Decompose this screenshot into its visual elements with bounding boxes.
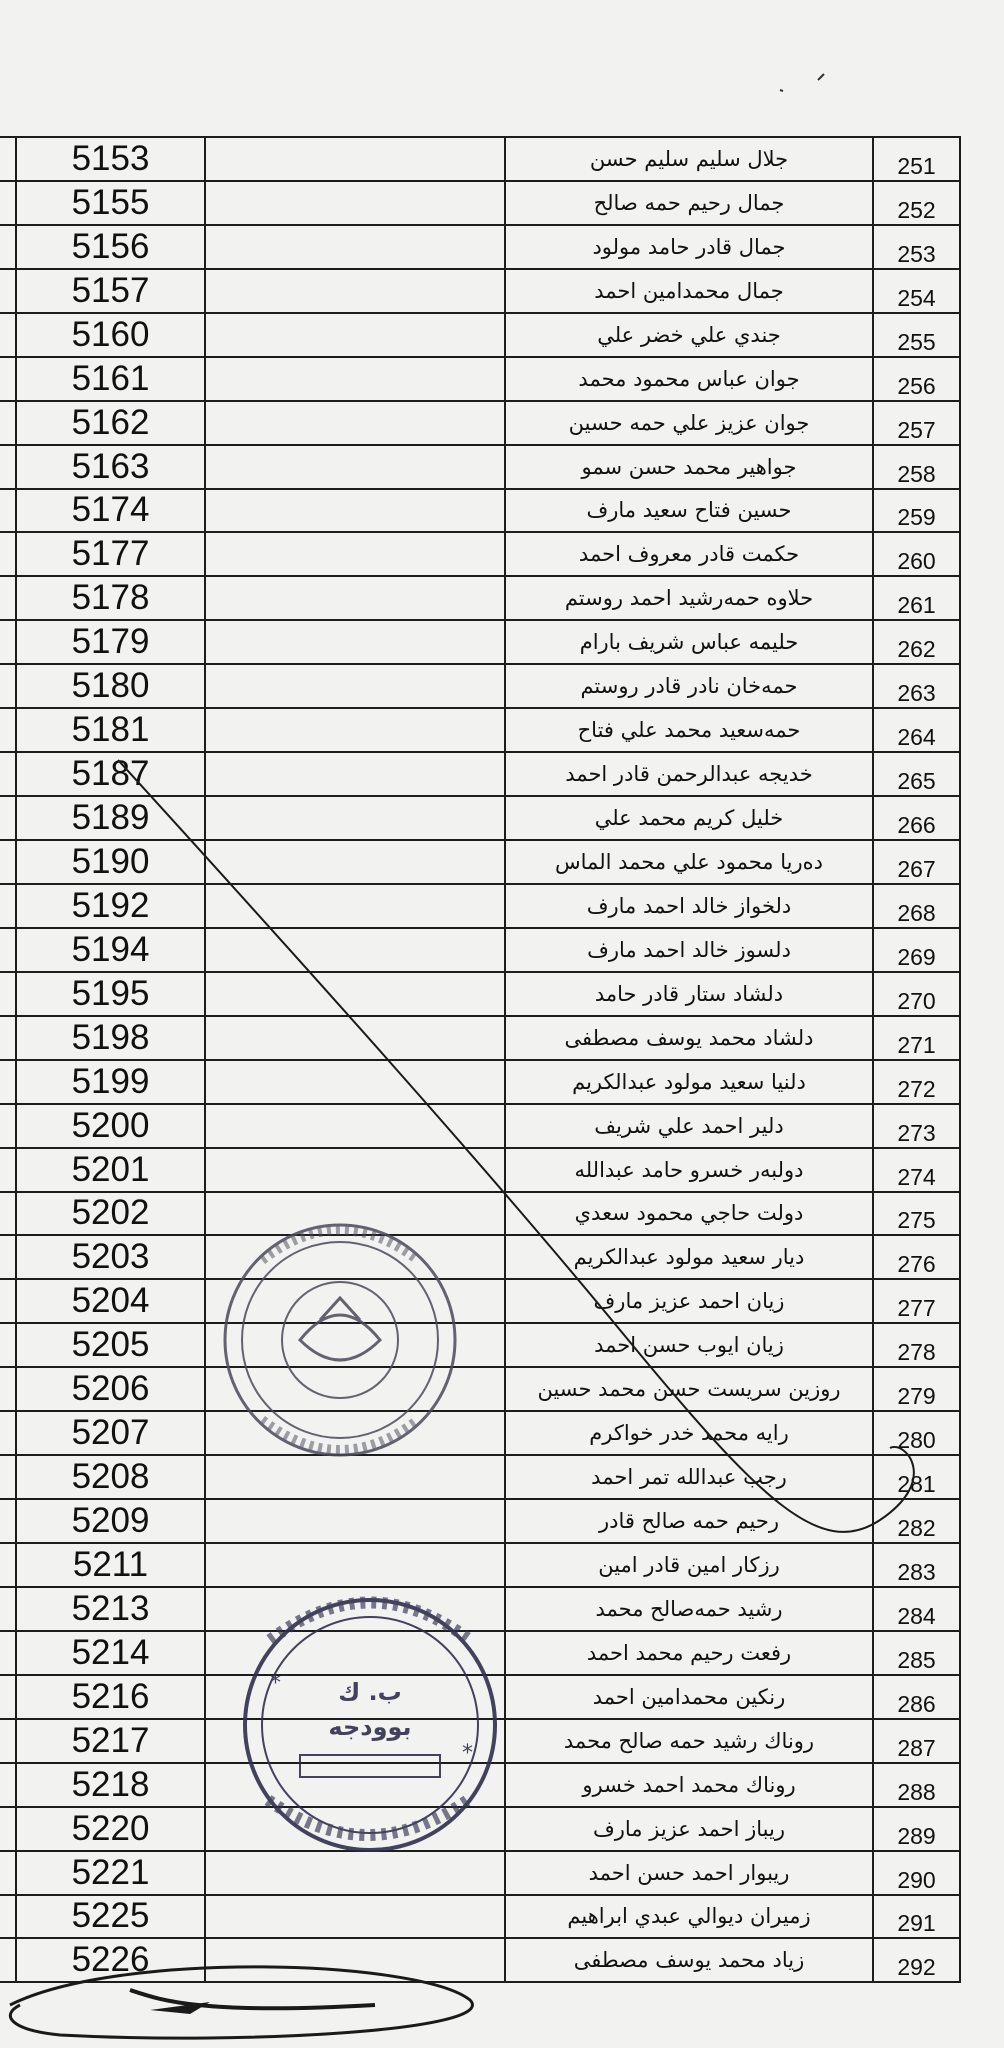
full-name-cell: جمال محمدامين احمد bbox=[505, 269, 873, 313]
full-name-cell: دلخواز خالد احمد مارف bbox=[505, 884, 873, 928]
table-row bbox=[0, 1543, 960, 1587]
row-edge-cell bbox=[0, 1938, 16, 1982]
serial-number-cell: 5217 bbox=[16, 1719, 205, 1763]
blank-cell bbox=[205, 1367, 505, 1411]
serial-number-cell: 5202 bbox=[16, 1192, 205, 1236]
row-edge-cell bbox=[0, 1016, 16, 1060]
full-name-cell: دلير احمد علي شريف bbox=[505, 1104, 873, 1148]
row-edge-cell bbox=[0, 1279, 16, 1323]
serial-number-cell: 5198 bbox=[16, 1016, 205, 1060]
full-name-cell: رايه محمد خدر خواكرم bbox=[505, 1411, 873, 1455]
blank-cell bbox=[205, 1235, 505, 1279]
row-edge-cell bbox=[0, 1631, 16, 1675]
table-row bbox=[0, 1895, 960, 1939]
blank-cell bbox=[205, 532, 505, 576]
row-number-cell: 265 bbox=[873, 752, 960, 796]
serial-number-cell: 5200 bbox=[16, 1104, 205, 1148]
table-row bbox=[0, 401, 960, 445]
blank-cell bbox=[205, 225, 505, 269]
row-number-cell: 288 bbox=[873, 1763, 960, 1807]
row-edge-cell bbox=[0, 1499, 16, 1543]
table-row bbox=[0, 1807, 960, 1851]
full-name-cell: دولبه‌ر خسرو حامد عبدالله bbox=[505, 1148, 873, 1192]
blank-cell bbox=[205, 620, 505, 664]
full-name-cell: حسين فتاح سعيد مارف bbox=[505, 489, 873, 533]
row-number-cell: 258 bbox=[873, 445, 960, 489]
full-name-cell: خليل كريم محمد علي bbox=[505, 796, 873, 840]
table-row bbox=[0, 1060, 960, 1104]
table-row bbox=[0, 1675, 960, 1719]
row-edge-cell bbox=[0, 181, 16, 225]
row-edge-cell bbox=[0, 489, 16, 533]
serial-number-cell: 5161 bbox=[16, 357, 205, 401]
table-row bbox=[0, 1587, 960, 1631]
serial-number-cell: 5180 bbox=[16, 664, 205, 708]
ink-mark bbox=[818, 74, 824, 80]
full-name-cell: رشيد حمه‌صالح محمد bbox=[505, 1587, 873, 1631]
serial-number-cell: 5226 bbox=[16, 1938, 205, 1982]
row-number-cell: 275 bbox=[873, 1192, 960, 1236]
svg-text:*: * bbox=[462, 1741, 473, 1766]
blank-cell bbox=[205, 1455, 505, 1499]
table-row bbox=[0, 1235, 960, 1279]
table-row bbox=[0, 576, 960, 620]
blank-cell bbox=[205, 489, 505, 533]
row-number-cell: 266 bbox=[873, 796, 960, 840]
row-edge-cell bbox=[0, 752, 16, 796]
table-row bbox=[0, 1499, 960, 1543]
serial-number-cell: 5204 bbox=[16, 1279, 205, 1323]
serial-number-cell: 5181 bbox=[16, 708, 205, 752]
blank-cell bbox=[205, 752, 505, 796]
row-edge-cell bbox=[0, 796, 16, 840]
serial-number-cell: 5177 bbox=[16, 532, 205, 576]
row-edge-cell bbox=[0, 1367, 16, 1411]
row-edge-cell bbox=[0, 972, 16, 1016]
row-number-cell: 262 bbox=[873, 620, 960, 664]
table-row bbox=[0, 225, 960, 269]
row-number-cell: 280 bbox=[873, 1411, 960, 1455]
full-name-cell: جوان عزيز علي حمه حسين bbox=[505, 401, 873, 445]
blank-cell bbox=[205, 840, 505, 884]
full-name-cell: رجب عبدالله تمر احمد bbox=[505, 1455, 873, 1499]
blank-cell bbox=[205, 1587, 505, 1631]
table-row bbox=[0, 269, 960, 313]
table-row bbox=[0, 1763, 960, 1807]
serial-number-cell: 5213 bbox=[16, 1587, 205, 1631]
ink-mark bbox=[780, 90, 783, 91]
blank-cell bbox=[205, 1807, 505, 1851]
serial-number-cell: 5205 bbox=[16, 1323, 205, 1367]
serial-number-cell: 5225 bbox=[16, 1895, 205, 1939]
serial-number-cell: 5187 bbox=[16, 752, 205, 796]
full-name-cell: دلسوز خالد احمد مارف bbox=[505, 928, 873, 972]
row-number-cell: 274 bbox=[873, 1148, 960, 1192]
full-name-cell: جمال قادر حامد مولود bbox=[505, 225, 873, 269]
table-row bbox=[0, 1455, 960, 1499]
table-row bbox=[0, 137, 960, 181]
blank-cell bbox=[205, 181, 505, 225]
blank-cell bbox=[205, 1763, 505, 1807]
table-row bbox=[0, 1938, 960, 1982]
row-number-cell: 285 bbox=[873, 1631, 960, 1675]
table-row bbox=[0, 357, 960, 401]
table-row bbox=[0, 752, 960, 796]
serial-number-cell: 5155 bbox=[16, 181, 205, 225]
table-row bbox=[0, 1719, 960, 1763]
blank-cell bbox=[205, 1499, 505, 1543]
blank-cell bbox=[205, 1323, 505, 1367]
blank-cell bbox=[205, 1192, 505, 1236]
row-edge-cell bbox=[0, 1587, 16, 1631]
table-row bbox=[0, 181, 960, 225]
blank-cell bbox=[205, 269, 505, 313]
row-edge-cell bbox=[0, 532, 16, 576]
table-row bbox=[0, 1192, 960, 1236]
table-row bbox=[0, 1631, 960, 1675]
full-name-cell: حكمت قادر معروف احمد bbox=[505, 532, 873, 576]
full-name-cell: حمه‌خان نادر قادر روستم bbox=[505, 664, 873, 708]
row-edge-cell bbox=[0, 1807, 16, 1851]
table-row bbox=[0, 1148, 960, 1192]
table-row bbox=[0, 1279, 960, 1323]
row-edge-cell bbox=[0, 1851, 16, 1895]
row-edge-cell bbox=[0, 664, 16, 708]
serial-number-cell: 5209 bbox=[16, 1499, 205, 1543]
blank-cell bbox=[205, 313, 505, 357]
full-name-cell: زميران ديوالي عبدي ابراهيم bbox=[505, 1895, 873, 1939]
blank-cell bbox=[205, 357, 505, 401]
full-name-cell: جوان عباس محمود محمد bbox=[505, 357, 873, 401]
serial-number-cell: 5199 bbox=[16, 1060, 205, 1104]
row-edge-cell bbox=[0, 445, 16, 489]
table-row bbox=[0, 532, 960, 576]
table-row bbox=[0, 620, 960, 664]
row-number-cell: 286 bbox=[873, 1675, 960, 1719]
full-name-cell: ده‌ريا محمود علي محمد الماس bbox=[505, 840, 873, 884]
table-row bbox=[0, 1104, 960, 1148]
row-number-cell: 256 bbox=[873, 357, 960, 401]
table-row bbox=[0, 928, 960, 972]
serial-number-cell: 5179 bbox=[16, 620, 205, 664]
row-number-cell: 271 bbox=[873, 1016, 960, 1060]
table-row bbox=[0, 1411, 960, 1455]
serial-number-cell: 5162 bbox=[16, 401, 205, 445]
serial-number-cell: 5195 bbox=[16, 972, 205, 1016]
full-name-cell: روناك محمد احمد خسرو bbox=[505, 1763, 873, 1807]
row-edge-cell bbox=[0, 269, 16, 313]
row-number-cell: 278 bbox=[873, 1323, 960, 1367]
full-name-cell: دلنيا سعيد مولود عبدالكريم bbox=[505, 1060, 873, 1104]
full-name-cell: روزين سريست حسن محمد حسين bbox=[505, 1367, 873, 1411]
serial-number-cell: 5203 bbox=[16, 1235, 205, 1279]
row-number-cell: 252 bbox=[873, 181, 960, 225]
blank-cell bbox=[205, 1148, 505, 1192]
serial-number-cell: 5163 bbox=[16, 445, 205, 489]
row-number-cell: 269 bbox=[873, 928, 960, 972]
row-number-cell: 290 bbox=[873, 1851, 960, 1895]
blank-cell bbox=[205, 1895, 505, 1939]
svg-text:*: * bbox=[270, 1671, 281, 1696]
blank-cell bbox=[205, 972, 505, 1016]
row-number-cell: 251 bbox=[873, 137, 960, 181]
table-row bbox=[0, 884, 960, 928]
full-name-cell: زياد محمد يوسف مصطفى bbox=[505, 1938, 873, 1982]
serial-number-cell: 5156 bbox=[16, 225, 205, 269]
row-number-cell: 261 bbox=[873, 576, 960, 620]
row-number-cell: 267 bbox=[873, 840, 960, 884]
table-row bbox=[0, 489, 960, 533]
table-row bbox=[0, 1016, 960, 1060]
row-number-cell: 284 bbox=[873, 1587, 960, 1631]
row-number-cell: 281 bbox=[873, 1455, 960, 1499]
full-name-cell: ريبوار احمد حسن احمد bbox=[505, 1851, 873, 1895]
row-edge-cell bbox=[0, 928, 16, 972]
full-name-cell: دلشاد ستار قادر حامد bbox=[505, 972, 873, 1016]
full-name-cell: جلال سليم سليم حسن bbox=[505, 137, 873, 181]
serial-number-cell: 5192 bbox=[16, 884, 205, 928]
serial-number-cell: 5214 bbox=[16, 1631, 205, 1675]
row-edge-cell bbox=[0, 1235, 16, 1279]
row-number-cell: 254 bbox=[873, 269, 960, 313]
row-number-cell: 263 bbox=[873, 664, 960, 708]
serial-number-cell: 5216 bbox=[16, 1675, 205, 1719]
blank-cell bbox=[205, 1016, 505, 1060]
serial-number-cell: 5211 bbox=[16, 1543, 205, 1587]
serial-number-cell: 5220 bbox=[16, 1807, 205, 1851]
row-number-cell: 272 bbox=[873, 1060, 960, 1104]
stamp-text-bk: ب. ك bbox=[338, 1678, 402, 1706]
row-edge-cell bbox=[0, 137, 16, 181]
blank-cell bbox=[205, 1104, 505, 1148]
full-name-cell: رزكار امين قادر امين bbox=[505, 1543, 873, 1587]
row-edge-cell bbox=[0, 620, 16, 664]
row-number-cell: 276 bbox=[873, 1235, 960, 1279]
blank-cell bbox=[205, 796, 505, 840]
row-number-cell: 287 bbox=[873, 1719, 960, 1763]
row-edge-cell bbox=[0, 1148, 16, 1192]
blank-cell bbox=[205, 708, 505, 752]
serial-number-cell: 5194 bbox=[16, 928, 205, 972]
serial-number-cell: 5221 bbox=[16, 1851, 205, 1895]
blank-cell bbox=[205, 928, 505, 972]
table-row bbox=[0, 708, 960, 752]
table-row bbox=[0, 313, 960, 357]
row-number-cell: 283 bbox=[873, 1543, 960, 1587]
row-number-cell: 273 bbox=[873, 1104, 960, 1148]
row-number-cell: 282 bbox=[873, 1499, 960, 1543]
row-edge-cell bbox=[0, 1763, 16, 1807]
blank-cell bbox=[205, 1719, 505, 1763]
blank-cell bbox=[205, 576, 505, 620]
full-name-cell: جندي علي خضر علي bbox=[505, 313, 873, 357]
full-name-cell: ريباز احمد عزيز مارف bbox=[505, 1807, 873, 1851]
serial-number-cell: 5207 bbox=[16, 1411, 205, 1455]
full-name-cell: حمه‌سعيد محمد علي فتاح bbox=[505, 708, 873, 752]
blank-cell bbox=[205, 1543, 505, 1587]
row-edge-cell bbox=[0, 708, 16, 752]
row-edge-cell bbox=[0, 1192, 16, 1236]
blank-cell bbox=[205, 137, 505, 181]
row-edge-cell bbox=[0, 1543, 16, 1587]
stamp-text-budget: بوودجه bbox=[328, 1713, 412, 1741]
serial-number-cell: 5174 bbox=[16, 489, 205, 533]
row-edge-cell bbox=[0, 840, 16, 884]
row-edge-cell bbox=[0, 1411, 16, 1455]
row-number-cell: 277 bbox=[873, 1279, 960, 1323]
table-row bbox=[0, 972, 960, 1016]
row-edge-cell bbox=[0, 357, 16, 401]
blank-cell bbox=[205, 664, 505, 708]
register-table bbox=[0, 136, 961, 1983]
row-edge-cell bbox=[0, 1675, 16, 1719]
table-row bbox=[0, 840, 960, 884]
table-row bbox=[0, 1367, 960, 1411]
row-number-cell: 279 bbox=[873, 1367, 960, 1411]
row-edge-cell bbox=[0, 1895, 16, 1939]
full-name-cell: ديار سعيد مولود عبدالكريم bbox=[505, 1235, 873, 1279]
full-name-cell: روناك رشيد حمه صالح محمد bbox=[505, 1719, 873, 1763]
full-name-cell: خديجه عبدالرحمن قادر احمد bbox=[505, 752, 873, 796]
table-row bbox=[0, 445, 960, 489]
row-edge-cell bbox=[0, 576, 16, 620]
serial-number-cell: 5153 bbox=[16, 137, 205, 181]
serial-number-cell: 5208 bbox=[16, 1455, 205, 1499]
full-name-cell: دولت حاجي محمود سعدي bbox=[505, 1192, 873, 1236]
row-edge-cell bbox=[0, 1455, 16, 1499]
full-name-cell: حليمه عباس شريف بارام bbox=[505, 620, 873, 664]
row-edge-cell bbox=[0, 401, 16, 445]
serial-number-cell: 5189 bbox=[16, 796, 205, 840]
blank-cell bbox=[205, 1411, 505, 1455]
blank-cell bbox=[205, 1631, 505, 1675]
row-number-cell: 253 bbox=[873, 225, 960, 269]
row-number-cell: 270 bbox=[873, 972, 960, 1016]
full-name-cell: زيان احمد عزيز مارف bbox=[505, 1279, 873, 1323]
serial-number-cell: 5178 bbox=[16, 576, 205, 620]
row-edge-cell bbox=[0, 884, 16, 928]
full-name-cell: دلشاد محمد يوسف مصطفى bbox=[505, 1016, 873, 1060]
row-number-cell: 289 bbox=[873, 1807, 960, 1851]
serial-number-cell: 5190 bbox=[16, 840, 205, 884]
row-number-cell: 257 bbox=[873, 401, 960, 445]
blank-cell bbox=[205, 445, 505, 489]
full-name-cell: رفعت رحيم محمد احمد bbox=[505, 1631, 873, 1675]
full-name-cell: جمال رحيم حمه صالح bbox=[505, 181, 873, 225]
table-row bbox=[0, 1323, 960, 1367]
blank-cell bbox=[205, 1675, 505, 1719]
full-name-cell: زيان ايوب حسن احمد bbox=[505, 1323, 873, 1367]
blank-cell bbox=[205, 1851, 505, 1895]
row-number-cell: 260 bbox=[873, 532, 960, 576]
row-edge-cell bbox=[0, 1104, 16, 1148]
row-edge-cell bbox=[0, 313, 16, 357]
row-edge-cell bbox=[0, 1060, 16, 1104]
table-row bbox=[0, 796, 960, 840]
row-number-cell: 264 bbox=[873, 708, 960, 752]
row-number-cell: 292 bbox=[873, 1938, 960, 1982]
full-name-cell: حلاوه حمه‌رشيد احمد روستم bbox=[505, 576, 873, 620]
full-name-cell: رنكين محمدامين احمد bbox=[505, 1675, 873, 1719]
table-row bbox=[0, 1851, 960, 1895]
serial-number-cell: 5218 bbox=[16, 1763, 205, 1807]
serial-number-cell: 5157 bbox=[16, 269, 205, 313]
serial-number-cell: 5206 bbox=[16, 1367, 205, 1411]
blank-cell bbox=[205, 884, 505, 928]
row-edge-cell bbox=[0, 1323, 16, 1367]
blank-cell bbox=[205, 1060, 505, 1104]
blank-cell bbox=[205, 1938, 505, 1982]
row-number-cell: 291 bbox=[873, 1895, 960, 1939]
blank-cell bbox=[205, 1279, 505, 1323]
serial-number-cell: 5160 bbox=[16, 313, 205, 357]
full-name-cell: جواهير محمد حسن سمو bbox=[505, 445, 873, 489]
table-row bbox=[0, 664, 960, 708]
row-number-cell: 255 bbox=[873, 313, 960, 357]
row-edge-cell bbox=[0, 225, 16, 269]
row-number-cell: 268 bbox=[873, 884, 960, 928]
row-edge-cell bbox=[0, 1719, 16, 1763]
blank-cell bbox=[205, 401, 505, 445]
row-number-cell: 259 bbox=[873, 489, 960, 533]
full-name-cell: رحيم حمه صالح قادر bbox=[505, 1499, 873, 1543]
serial-number-cell: 5201 bbox=[16, 1148, 205, 1192]
